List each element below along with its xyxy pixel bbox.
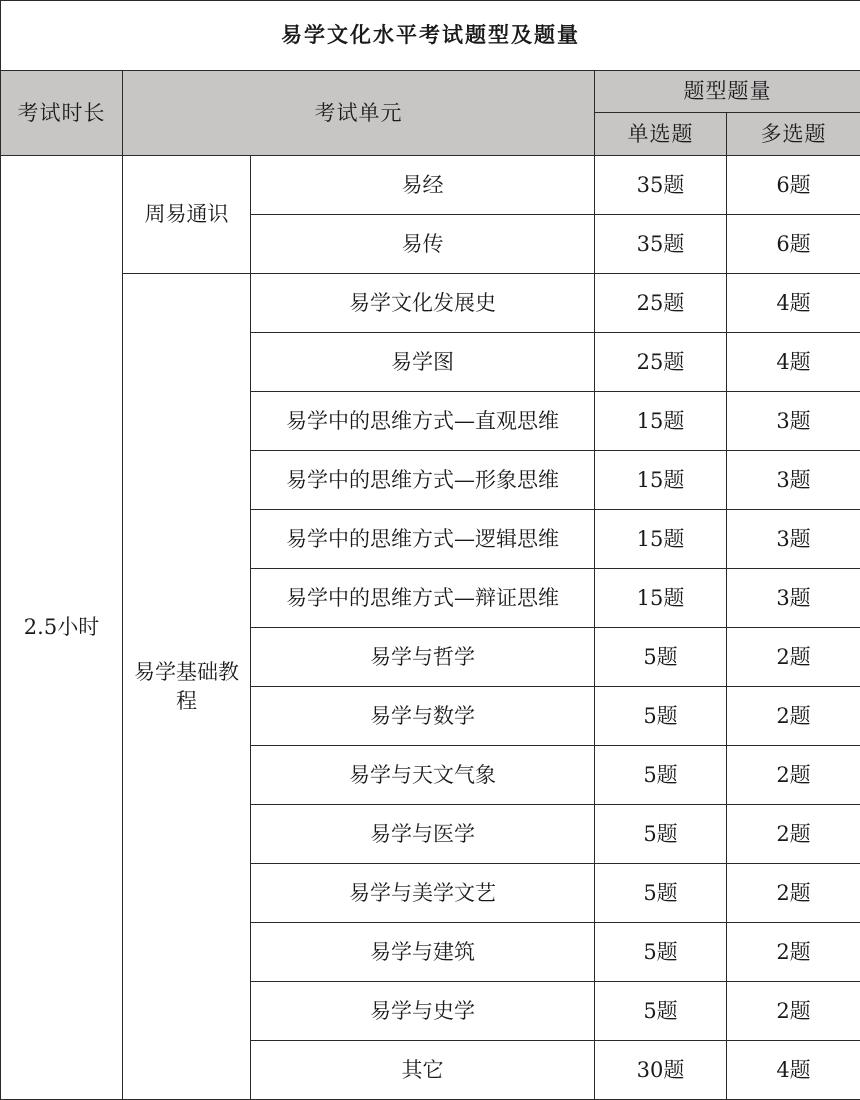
header-duration: 考试时长: [1, 71, 123, 156]
multi-count: 2题: [727, 864, 860, 923]
duration-cell: 2.5小时: [1, 156, 123, 1100]
header-unit: 考试单元: [123, 71, 595, 156]
multi-count: 4题: [727, 333, 860, 392]
single-count: 5题: [595, 805, 727, 864]
multi-count: 2题: [727, 746, 860, 805]
single-count: 15题: [595, 510, 727, 569]
single-count: 15题: [595, 392, 727, 451]
page-title: 易学文化水平考试题型及题量: [1, 1, 860, 71]
header-row-1: [1, 71, 860, 113]
multi-count: 6题: [727, 215, 860, 274]
multi-count: 3题: [727, 510, 860, 569]
single-count: 15题: [595, 569, 727, 628]
group-name-line: 程: [176, 688, 197, 713]
multi-count: 6题: [727, 156, 860, 215]
subject-cell: 易学中的思维方式—直观思维: [251, 392, 595, 451]
table-row: [1, 156, 860, 215]
multi-count: 3题: [727, 451, 860, 510]
subject-cell: 易学与医学: [251, 805, 595, 864]
single-count: 25题: [595, 274, 727, 333]
subject-cell: 易学与建筑: [251, 923, 595, 982]
single-count: 30题: [595, 1041, 727, 1100]
multi-count: 4题: [727, 274, 860, 333]
subject-cell: 易学与史学: [251, 982, 595, 1041]
single-count: 35题: [595, 215, 727, 274]
single-count: 5题: [595, 923, 727, 982]
table-row: [1, 274, 860, 333]
subject-cell: 易学与数学: [251, 687, 595, 746]
multi-count: 3题: [727, 569, 860, 628]
single-count: 5题: [595, 628, 727, 687]
subject-cell: 易学中的思维方式—辩证思维: [251, 569, 595, 628]
group-name: 周易通识: [123, 156, 251, 274]
subject-cell: 易传: [251, 215, 595, 274]
subject-cell: 易学文化发展史: [251, 274, 595, 333]
subject-cell: 易学图: [251, 333, 595, 392]
multi-count: 2题: [727, 982, 860, 1041]
subject-cell: 易学与哲学: [251, 628, 595, 687]
header-single-choice: 单选题: [595, 113, 727, 156]
multi-count: 2题: [727, 805, 860, 864]
single-count: 15题: [595, 451, 727, 510]
header-multiple-choice: 多选题: [727, 113, 860, 156]
single-count: 25题: [595, 333, 727, 392]
header-type-count: 题型题量: [595, 71, 860, 113]
multi-count: 2题: [727, 628, 860, 687]
multi-count: 2题: [727, 923, 860, 982]
title-row: [1, 1, 860, 71]
group-name: [123, 274, 251, 1100]
single-count: 5题: [595, 746, 727, 805]
subject-cell: 易经: [251, 156, 595, 215]
subject-cell: 易学中的思维方式—逻辑思维: [251, 510, 595, 569]
single-count: 35题: [595, 156, 727, 215]
subject-cell: 其它: [251, 1041, 595, 1100]
subject-cell: 易学与美学文艺: [251, 864, 595, 923]
multi-count: 3题: [727, 392, 860, 451]
group-name-line: 易学基础教: [134, 660, 239, 685]
multi-count: 4题: [727, 1041, 860, 1100]
subject-cell: 易学与天文气象: [251, 746, 595, 805]
single-count: 5题: [595, 864, 727, 923]
subject-cell: 易学中的思维方式—形象思维: [251, 451, 595, 510]
single-count: 5题: [595, 982, 727, 1041]
single-count: 5题: [595, 687, 727, 746]
multi-count: 2题: [727, 687, 860, 746]
